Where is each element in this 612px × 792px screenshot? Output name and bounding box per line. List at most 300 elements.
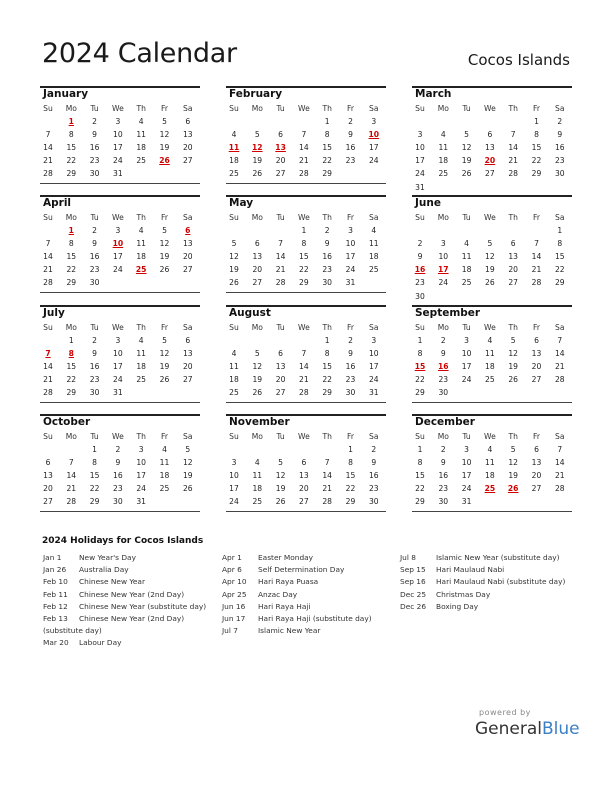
holiday-day-cell[interactable]: 12: [252, 143, 263, 153]
day-cell[interactable]: 25: [252, 497, 263, 507]
day-cell[interactable]: 20: [531, 362, 542, 372]
day-cell[interactable]: 3: [115, 117, 121, 126]
day-cell[interactable]: 12: [508, 458, 519, 468]
day-cell[interactable]: 3: [464, 445, 470, 454]
day-cell[interactable]: 30: [89, 278, 100, 288]
day-cell[interactable]: 19: [485, 265, 495, 275]
day-cell[interactable]: 22: [322, 375, 333, 385]
day-cell[interactable]: 24: [368, 156, 379, 166]
day-cell[interactable]: 11: [159, 458, 170, 468]
day-cell[interactable]: 28: [322, 497, 333, 507]
day-cell[interactable]: 27: [275, 388, 286, 398]
day-cell[interactable]: 26: [485, 278, 495, 288]
day-cell[interactable]: 19: [159, 143, 170, 153]
day-cell[interactable]: 19: [182, 471, 193, 481]
day-cell[interactable]: 14: [275, 252, 286, 262]
day-cell[interactable]: 3: [440, 239, 446, 249]
day-cell[interactable]: 22: [415, 375, 425, 385]
day-cell[interactable]: 10: [113, 130, 123, 140]
day-cell[interactable]: 11: [229, 362, 239, 372]
day-cell[interactable]: 4: [231, 130, 237, 140]
day-cell[interactable]: 30: [345, 388, 356, 398]
day-cell[interactable]: 22: [89, 484, 100, 494]
day-cell[interactable]: 22: [66, 265, 77, 275]
day-cell[interactable]: 2: [557, 117, 563, 126]
day-cell[interactable]: 16: [345, 143, 356, 153]
day-cell[interactable]: 5: [162, 336, 167, 345]
day-cell[interactable]: 9: [440, 349, 446, 359]
day-cell[interactable]: 15: [322, 143, 333, 153]
day-cell[interactable]: 27: [485, 169, 495, 179]
day-cell[interactable]: 22: [66, 156, 77, 166]
day-cell[interactable]: 6: [254, 239, 260, 249]
day-cell[interactable]: 11: [485, 458, 495, 468]
day-cell[interactable]: 15: [415, 471, 425, 481]
day-cell[interactable]: 12: [461, 143, 472, 153]
day-cell[interactable]: 21: [554, 471, 565, 481]
day-cell[interactable]: 26: [159, 265, 170, 275]
day-cell[interactable]: 13: [299, 471, 309, 481]
day-cell[interactable]: 12: [159, 349, 170, 359]
day-cell[interactable]: 29: [89, 497, 100, 507]
day-cell[interactable]: 11: [485, 349, 495, 359]
day-cell[interactable]: 26: [275, 497, 286, 507]
day-cell[interactable]: 23: [438, 375, 449, 385]
day-cell[interactable]: 14: [43, 362, 53, 372]
day-cell[interactable]: 9: [557, 130, 563, 140]
day-cell[interactable]: 30: [89, 169, 100, 179]
day-cell[interactable]: 7: [68, 458, 74, 468]
day-cell[interactable]: 22: [66, 375, 77, 385]
generalblue-logo[interactable]: [475, 719, 580, 739]
day-cell[interactable]: 29: [322, 169, 333, 179]
day-cell[interactable]: 28: [43, 388, 53, 398]
day-cell[interactable]: 9: [92, 130, 98, 140]
day-cell[interactable]: 17: [461, 362, 472, 372]
day-cell[interactable]: 10: [461, 349, 472, 359]
day-cell[interactable]: 12: [508, 349, 519, 359]
day-cell[interactable]: 26: [508, 375, 519, 385]
holiday-day-cell[interactable]: 10: [368, 130, 380, 140]
day-cell[interactable]: 7: [301, 130, 307, 140]
holiday-day-cell[interactable]: 26: [507, 484, 519, 494]
day-cell[interactable]: 29: [415, 388, 425, 398]
day-cell[interactable]: 9: [417, 252, 423, 262]
day-cell[interactable]: 2: [92, 336, 98, 345]
day-cell[interactable]: 1: [557, 226, 563, 235]
day-cell[interactable]: 2: [371, 445, 377, 454]
day-cell[interactable]: 6: [278, 349, 284, 359]
day-cell[interactable]: 28: [43, 278, 53, 288]
day-cell[interactable]: 4: [231, 349, 237, 359]
day-cell[interactable]: 20: [182, 362, 193, 372]
day-cell[interactable]: 5: [510, 336, 516, 345]
day-cell[interactable]: 16: [368, 471, 379, 481]
day-cell[interactable]: 30: [368, 497, 379, 507]
day-cell[interactable]: 4: [440, 130, 446, 140]
day-cell[interactable]: 21: [275, 265, 286, 275]
day-cell[interactable]: 26: [182, 484, 193, 494]
day-cell[interactable]: 2: [348, 117, 353, 126]
day-cell[interactable]: 18: [485, 471, 495, 481]
day-cell[interactable]: 24: [461, 375, 472, 385]
day-cell[interactable]: 2: [440, 445, 446, 454]
day-cell[interactable]: 20: [43, 484, 53, 494]
day-cell[interactable]: 18: [136, 252, 147, 262]
day-cell[interactable]: 8: [534, 130, 539, 140]
day-cell[interactable]: 1: [417, 445, 423, 454]
day-cell[interactable]: 11: [136, 349, 147, 359]
day-cell[interactable]: 28: [299, 388, 309, 398]
day-cell[interactable]: 7: [557, 445, 563, 454]
day-cell[interactable]: 20: [252, 265, 263, 275]
day-cell[interactable]: 17: [368, 143, 379, 153]
day-cell[interactable]: 24: [113, 156, 123, 166]
day-cell[interactable]: 4: [138, 226, 144, 235]
day-cell[interactable]: 31: [113, 169, 123, 179]
day-cell[interactable]: 19: [461, 156, 472, 166]
day-cell[interactable]: 2: [115, 445, 121, 454]
day-cell[interactable]: 22: [554, 265, 565, 275]
day-cell[interactable]: 16: [89, 143, 100, 153]
day-cell[interactable]: 30: [89, 388, 100, 398]
day-cell[interactable]: 6: [534, 336, 539, 345]
day-cell[interactable]: 31: [113, 388, 123, 398]
day-cell[interactable]: 18: [136, 143, 147, 153]
holiday-day-cell[interactable]: 25: [484, 484, 496, 494]
day-cell[interactable]: 11: [136, 239, 147, 249]
day-cell[interactable]: 8: [417, 349, 423, 359]
day-cell[interactable]: 25: [229, 169, 239, 179]
day-cell[interactable]: 6: [510, 239, 516, 249]
day-cell[interactable]: 5: [510, 445, 516, 454]
day-cell[interactable]: 14: [531, 252, 542, 262]
day-cell[interactable]: 4: [464, 239, 470, 249]
day-cell[interactable]: 13: [508, 252, 519, 262]
day-cell[interactable]: 28: [275, 278, 286, 288]
day-cell[interactable]: 29: [299, 278, 309, 288]
day-cell[interactable]: 1: [301, 226, 307, 235]
day-cell[interactable]: 28: [66, 497, 77, 507]
day-cell[interactable]: 19: [275, 484, 286, 494]
day-cell[interactable]: 26: [159, 375, 170, 385]
day-cell[interactable]: 8: [301, 239, 307, 249]
day-cell[interactable]: 7: [534, 239, 539, 249]
day-cell[interactable]: 2: [92, 226, 98, 235]
day-cell[interactable]: 9: [440, 458, 446, 468]
day-cell[interactable]: 3: [348, 226, 353, 235]
day-cell[interactable]: 27: [182, 375, 193, 385]
day-cell[interactable]: 27: [275, 169, 286, 179]
day-cell[interactable]: 3: [115, 336, 121, 345]
day-cell[interactable]: 30: [415, 291, 425, 301]
holiday-day-cell[interactable]: 16: [438, 362, 449, 372]
day-cell[interactable]: 15: [66, 252, 77, 262]
day-cell[interactable]: 21: [508, 156, 519, 166]
day-cell[interactable]: 23: [89, 265, 100, 275]
day-cell[interactable]: 13: [182, 349, 193, 359]
day-cell[interactable]: 19: [252, 156, 263, 166]
holiday-day-cell[interactable]: 16: [414, 265, 426, 275]
day-cell[interactable]: 24: [415, 169, 425, 179]
day-cell[interactable]: 28: [554, 375, 565, 385]
day-cell[interactable]: 31: [345, 278, 356, 288]
day-cell[interactable]: 6: [185, 117, 191, 126]
day-cell[interactable]: 18: [229, 156, 239, 166]
holiday-day-cell[interactable]: 20: [484, 156, 496, 166]
day-cell[interactable]: 6: [487, 130, 493, 140]
day-cell[interactable]: 29: [66, 388, 77, 398]
day-cell[interactable]: 7: [510, 130, 516, 140]
day-cell[interactable]: 12: [159, 239, 170, 249]
day-cell[interactable]: 7: [301, 349, 307, 359]
day-cell[interactable]: 5: [185, 445, 191, 454]
day-cell[interactable]: 18: [252, 484, 263, 494]
day-cell[interactable]: 16: [554, 143, 565, 153]
day-cell[interactable]: 4: [487, 336, 493, 345]
day-cell[interactable]: 19: [508, 471, 519, 481]
day-cell[interactable]: 13: [182, 130, 193, 140]
day-cell[interactable]: 29: [531, 169, 542, 179]
day-cell[interactable]: 25: [438, 169, 449, 179]
day-cell[interactable]: 24: [113, 265, 123, 275]
day-cell[interactable]: 23: [89, 156, 100, 166]
day-cell[interactable]: 4: [487, 445, 493, 454]
day-cell[interactable]: 21: [43, 375, 53, 385]
day-cell[interactable]: 15: [554, 252, 565, 262]
day-cell[interactable]: 18: [485, 362, 495, 372]
day-cell[interactable]: 30: [322, 278, 333, 288]
day-cell[interactable]: 31: [136, 497, 147, 507]
day-cell[interactable]: 14: [299, 143, 309, 153]
day-cell[interactable]: 2: [417, 239, 423, 249]
day-cell[interactable]: 12: [485, 252, 495, 262]
day-cell[interactable]: 8: [68, 239, 74, 249]
day-cell[interactable]: 6: [534, 445, 539, 454]
day-cell[interactable]: 23: [415, 278, 425, 288]
day-cell[interactable]: 28: [508, 169, 519, 179]
day-cell[interactable]: 16: [438, 471, 449, 481]
day-cell[interactable]: 22: [531, 156, 542, 166]
day-cell[interactable]: 24: [113, 375, 123, 385]
day-cell[interactable]: 11: [438, 143, 449, 153]
day-cell[interactable]: 3: [417, 130, 423, 140]
day-cell[interactable]: 25: [485, 375, 495, 385]
day-cell[interactable]: 17: [229, 484, 239, 494]
day-cell[interactable]: 7: [45, 130, 51, 140]
day-cell[interactable]: 13: [485, 143, 495, 153]
day-cell[interactable]: 14: [554, 349, 565, 359]
day-cell[interactable]: 18: [438, 156, 449, 166]
day-cell[interactable]: 23: [113, 484, 123, 494]
day-cell[interactable]: 8: [68, 130, 74, 140]
day-cell[interactable]: 24: [345, 265, 356, 275]
day-cell[interactable]: 5: [231, 239, 237, 249]
day-cell[interactable]: 20: [182, 252, 193, 262]
day-cell[interactable]: 23: [345, 156, 356, 166]
holiday-day-cell[interactable]: 25: [135, 265, 147, 275]
day-cell[interactable]: 10: [415, 143, 425, 153]
day-cell[interactable]: 25: [136, 156, 147, 166]
day-cell[interactable]: 9: [92, 239, 98, 249]
day-cell[interactable]: 8: [348, 458, 353, 468]
day-cell[interactable]: 10: [438, 252, 449, 262]
day-cell[interactable]: 22: [415, 484, 425, 494]
day-cell[interactable]: 21: [299, 156, 309, 166]
day-cell[interactable]: 2: [440, 336, 446, 345]
day-cell[interactable]: 17: [415, 156, 425, 166]
day-cell[interactable]: 24: [229, 497, 239, 507]
day-cell[interactable]: 30: [438, 388, 449, 398]
day-cell[interactable]: 21: [299, 375, 309, 385]
day-cell[interactable]: 20: [531, 471, 542, 481]
day-cell[interactable]: 5: [487, 239, 493, 249]
day-cell[interactable]: 4: [162, 445, 167, 454]
day-cell[interactable]: 5: [162, 226, 167, 235]
day-cell[interactable]: 14: [43, 252, 53, 262]
day-cell[interactable]: 14: [66, 471, 77, 481]
day-cell[interactable]: 7: [278, 239, 284, 249]
day-cell[interactable]: 15: [66, 143, 77, 153]
day-cell[interactable]: 18: [229, 375, 239, 385]
holiday-day-cell[interactable]: 15: [414, 362, 426, 372]
day-cell[interactable]: 14: [43, 143, 53, 153]
day-cell[interactable]: 26: [252, 388, 263, 398]
day-cell[interactable]: 12: [229, 252, 239, 262]
holiday-day-cell[interactable]: 13: [275, 143, 286, 153]
day-cell[interactable]: 14: [508, 143, 519, 153]
day-cell[interactable]: 12: [159, 130, 170, 140]
day-cell[interactable]: 24: [438, 278, 449, 288]
holiday-day-cell[interactable]: 1: [68, 226, 74, 235]
day-cell[interactable]: 28: [531, 278, 542, 288]
day-cell[interactable]: 27: [182, 156, 193, 166]
day-cell[interactable]: 18: [461, 265, 472, 275]
day-cell[interactable]: 6: [301, 458, 307, 468]
day-cell[interactable]: 24: [368, 375, 379, 385]
day-cell[interactable]: 9: [371, 458, 377, 468]
day-cell[interactable]: 20: [299, 484, 309, 494]
day-cell[interactable]: 7: [557, 336, 563, 345]
day-cell[interactable]: 23: [89, 375, 100, 385]
day-cell[interactable]: 5: [254, 349, 260, 359]
day-cell[interactable]: 16: [89, 252, 100, 262]
day-cell[interactable]: 4: [138, 117, 144, 126]
day-cell[interactable]: 8: [417, 458, 423, 468]
day-cell[interactable]: 23: [554, 156, 565, 166]
holiday-day-cell[interactable]: 6: [185, 226, 191, 235]
day-cell[interactable]: 30: [438, 497, 449, 507]
day-cell[interactable]: 16: [113, 471, 123, 481]
day-cell[interactable]: 19: [252, 375, 263, 385]
day-cell[interactable]: 4: [371, 226, 377, 235]
day-cell[interactable]: 18: [159, 471, 170, 481]
day-cell[interactable]: 2: [92, 117, 98, 126]
day-cell[interactable]: 23: [438, 484, 449, 494]
day-cell[interactable]: 10: [461, 458, 472, 468]
day-cell[interactable]: 8: [324, 130, 330, 140]
day-cell[interactable]: 21: [66, 484, 77, 494]
day-cell[interactable]: 27: [531, 375, 542, 385]
day-cell[interactable]: 21: [554, 362, 565, 372]
day-cell[interactable]: 17: [113, 362, 123, 372]
day-cell[interactable]: 31: [415, 182, 425, 192]
day-cell[interactable]: 27: [182, 265, 193, 275]
day-cell[interactable]: 28: [299, 169, 309, 179]
day-cell[interactable]: 3: [371, 117, 377, 126]
day-cell[interactable]: 25: [159, 484, 170, 494]
day-cell[interactable]: 18: [368, 252, 379, 262]
day-cell[interactable]: 25: [229, 388, 239, 398]
day-cell[interactable]: 13: [275, 362, 286, 372]
day-cell[interactable]: 29: [554, 278, 565, 288]
day-cell[interactable]: 4: [254, 458, 260, 468]
holiday-day-cell[interactable]: 11: [228, 143, 240, 153]
day-cell[interactable]: 27: [252, 278, 263, 288]
day-cell[interactable]: 18: [136, 362, 147, 372]
day-cell[interactable]: 11: [136, 130, 147, 140]
day-cell[interactable]: 1: [92, 445, 98, 454]
day-cell[interactable]: 9: [348, 349, 353, 359]
day-cell[interactable]: 2: [324, 226, 330, 235]
day-cell[interactable]: 15: [531, 143, 542, 153]
day-cell[interactable]: 13: [182, 239, 193, 249]
day-cell[interactable]: 19: [508, 362, 519, 372]
day-cell[interactable]: 31: [368, 388, 379, 398]
day-cell[interactable]: 3: [138, 445, 144, 454]
holiday-day-cell[interactable]: 17: [438, 265, 449, 275]
day-cell[interactable]: 23: [345, 375, 356, 385]
day-cell[interactable]: 3: [371, 336, 377, 345]
day-cell[interactable]: 31: [461, 497, 472, 507]
day-cell[interactable]: 1: [324, 117, 330, 126]
day-cell[interactable]: 15: [66, 362, 77, 372]
day-cell[interactable]: 8: [324, 349, 330, 359]
day-cell[interactable]: 26: [461, 169, 472, 179]
day-cell[interactable]: 3: [115, 226, 121, 235]
day-cell[interactable]: 19: [159, 252, 170, 262]
day-cell[interactable]: 17: [368, 362, 379, 372]
day-cell[interactable]: 6: [45, 458, 51, 468]
day-cell[interactable]: 28: [43, 169, 53, 179]
day-cell[interactable]: 4: [138, 336, 144, 345]
day-cell[interactable]: 25: [461, 278, 472, 288]
day-cell[interactable]: 27: [531, 484, 542, 494]
day-cell[interactable]: 17: [113, 143, 123, 153]
day-cell[interactable]: 21: [531, 265, 542, 275]
day-cell[interactable]: 20: [275, 156, 286, 166]
day-cell[interactable]: 20: [182, 143, 193, 153]
day-cell[interactable]: 1: [68, 336, 74, 345]
day-cell[interactable]: 17: [345, 252, 356, 262]
day-cell[interactable]: 28: [554, 484, 565, 494]
day-cell[interactable]: 15: [345, 471, 356, 481]
day-cell[interactable]: 12: [275, 471, 286, 481]
holiday-day-cell[interactable]: 1: [68, 117, 74, 126]
day-cell[interactable]: 6: [278, 130, 284, 140]
holiday-day-cell[interactable]: 26: [159, 156, 170, 166]
day-cell[interactable]: 11: [461, 252, 472, 262]
day-cell[interactable]: 5: [278, 458, 284, 468]
day-cell[interactable]: 2: [348, 336, 353, 345]
day-cell[interactable]: 22: [322, 156, 333, 166]
holiday-day-cell[interactable]: 7: [45, 349, 51, 359]
day-cell[interactable]: 8: [92, 458, 98, 468]
day-cell[interactable]: 10: [229, 471, 239, 481]
day-cell[interactable]: 14: [554, 458, 565, 468]
day-cell[interactable]: 30: [113, 497, 123, 507]
day-cell[interactable]: 7: [324, 458, 330, 468]
